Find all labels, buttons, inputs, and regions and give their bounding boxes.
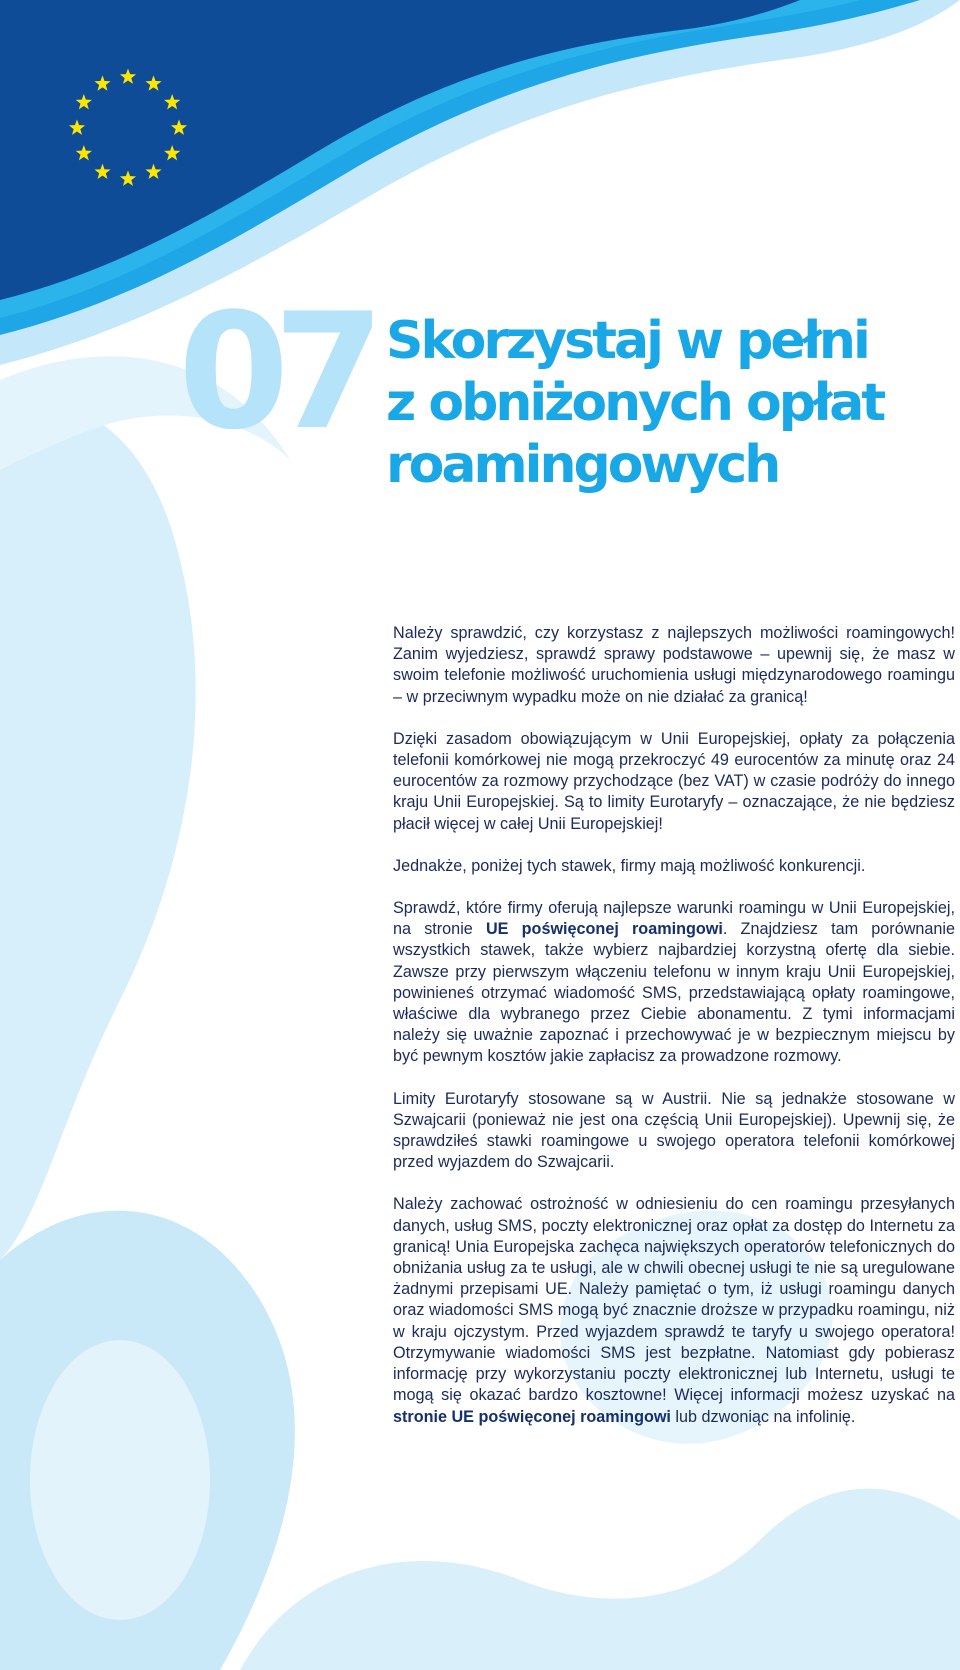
article-body <box>393 623 955 1449</box>
pale-wave-left <box>0 407 196 1260</box>
title-line-2: z obniżonych opłat <box>386 373 884 433</box>
paragraph-4-text-a: Sprawdź, które firmy oferują najlepsze warunki roamingu w Unii Europejskiej, na stronie <box>393 899 955 939</box>
paragraph-6 <box>393 1194 955 1427</box>
pale-ellipse <box>30 1340 210 1620</box>
paragraph-3: Jednakże, poniżej tych stawek, firmy mają możliwość konkurencji. <box>393 856 866 875</box>
paragraph-6-text-a: Należy zachować ostrożność w odniesieniu do cen roamingu przesyłanych danych, usług SMS, poczty elektronicznej oraz opłat za dostęp do Internetu za granicą! Unia Europejska zachęca największych operatorów telefonicznych do obniżania usług za te usługi, ale w chwili obecnej usługi te nie są uregulowane żadnymi przepisami UE. Należy pamiętać o tym, iż usługi roamingu danych oraz wiadomości SMS mogą być znacznie droższe w przypadku roamingu, niż w kraju ojczystym. Przed wyjazdem sprawdź te taryfy u swojego operatora! Otrzymywanie wiadomości SMS jest bezpłatne. Natomiast gdy pobierasz informację przy wykorzystaniu poczty elektronicznej lub Internetu, usługi te mogą się okazać bardzo kosztowne! Więcej informacji możesz uzyskać na <box>393 1195 955 1405</box>
paragraph-5: Limity Eurotaryfy stosowane są w Austrii. Nie są jednakże stosowane w Szwajcarii (ponieważ nie jest ona częścią Unii Europejskiej). Upewnij się, że sprawdziłeś stawki roamingowe u swojego operatora telefonii komórkowej przed wyjazdem do Szwajcarii. <box>393 1089 955 1172</box>
eu-roaming-page-link[interactable]: stronie UE poświęconej roamingowi <box>393 1407 671 1426</box>
paragraph-6-text-b: lub dzwoniąc na infolinię. <box>670 1407 856 1426</box>
paragraph-4 <box>393 898 955 1068</box>
title-line-3: roamingowych <box>386 435 779 495</box>
title-line-1: Skorzystaj w pełni <box>386 311 868 371</box>
paragraph-2: Dzięki zasadom obowiązującym w Unii Europejskiej, opłaty za połączenia telefonii komórkowej nie mogą przekroczyć 49 eurocentów za minutę oraz 24 eurocentów za rozmowy przychodzące (bez VAT) w czasie podróży do innego kraju Unii Europejskiej. Są to limity Eurotaryfy – oznaczające, że nie będziesz płacił więcej w całej Unii Europejskiej! <box>393 729 955 833</box>
paragraph-4-text-b: . Znajdziesz tam porównanie wszystkich stawek, także wybierz najbardziej korzystną ofertę dla siebie. Zawsze przy pierwszym włączeniu telefonu w innym kraju Unii Europejskiej, powinieneś otrzymać wiadomość SMS, przedstawiającą opłaty roamingowe, właściwe dla wybranego przez Ciebie abonamentu. Z tymi informacjami należy się uważnie zapoznać i przechowywać je w bezpiecznym miejscu by być pewnym kosztów jakie zapłacisz za prowadzone rozmowy. <box>393 920 955 1066</box>
chapter-number: 07 <box>178 278 369 465</box>
pale-blob-bottom <box>240 1489 960 1670</box>
paragraph-1: Należy sprawdzić, czy korzystasz z najlepszych możliwości roamingowych! Zanim wyjedziesz, sprawdź sprawy podstawowe – upewnij się, że masz w swoim telefonie możliwość uruchomienia usługi międzynarodowego roamingu – w przeciwnym wypadku może on nie działać za granicą! <box>393 624 955 706</box>
page-title <box>386 310 946 496</box>
eu-roaming-site-link[interactable]: UE poświęconej roamingowi <box>485 920 723 939</box>
